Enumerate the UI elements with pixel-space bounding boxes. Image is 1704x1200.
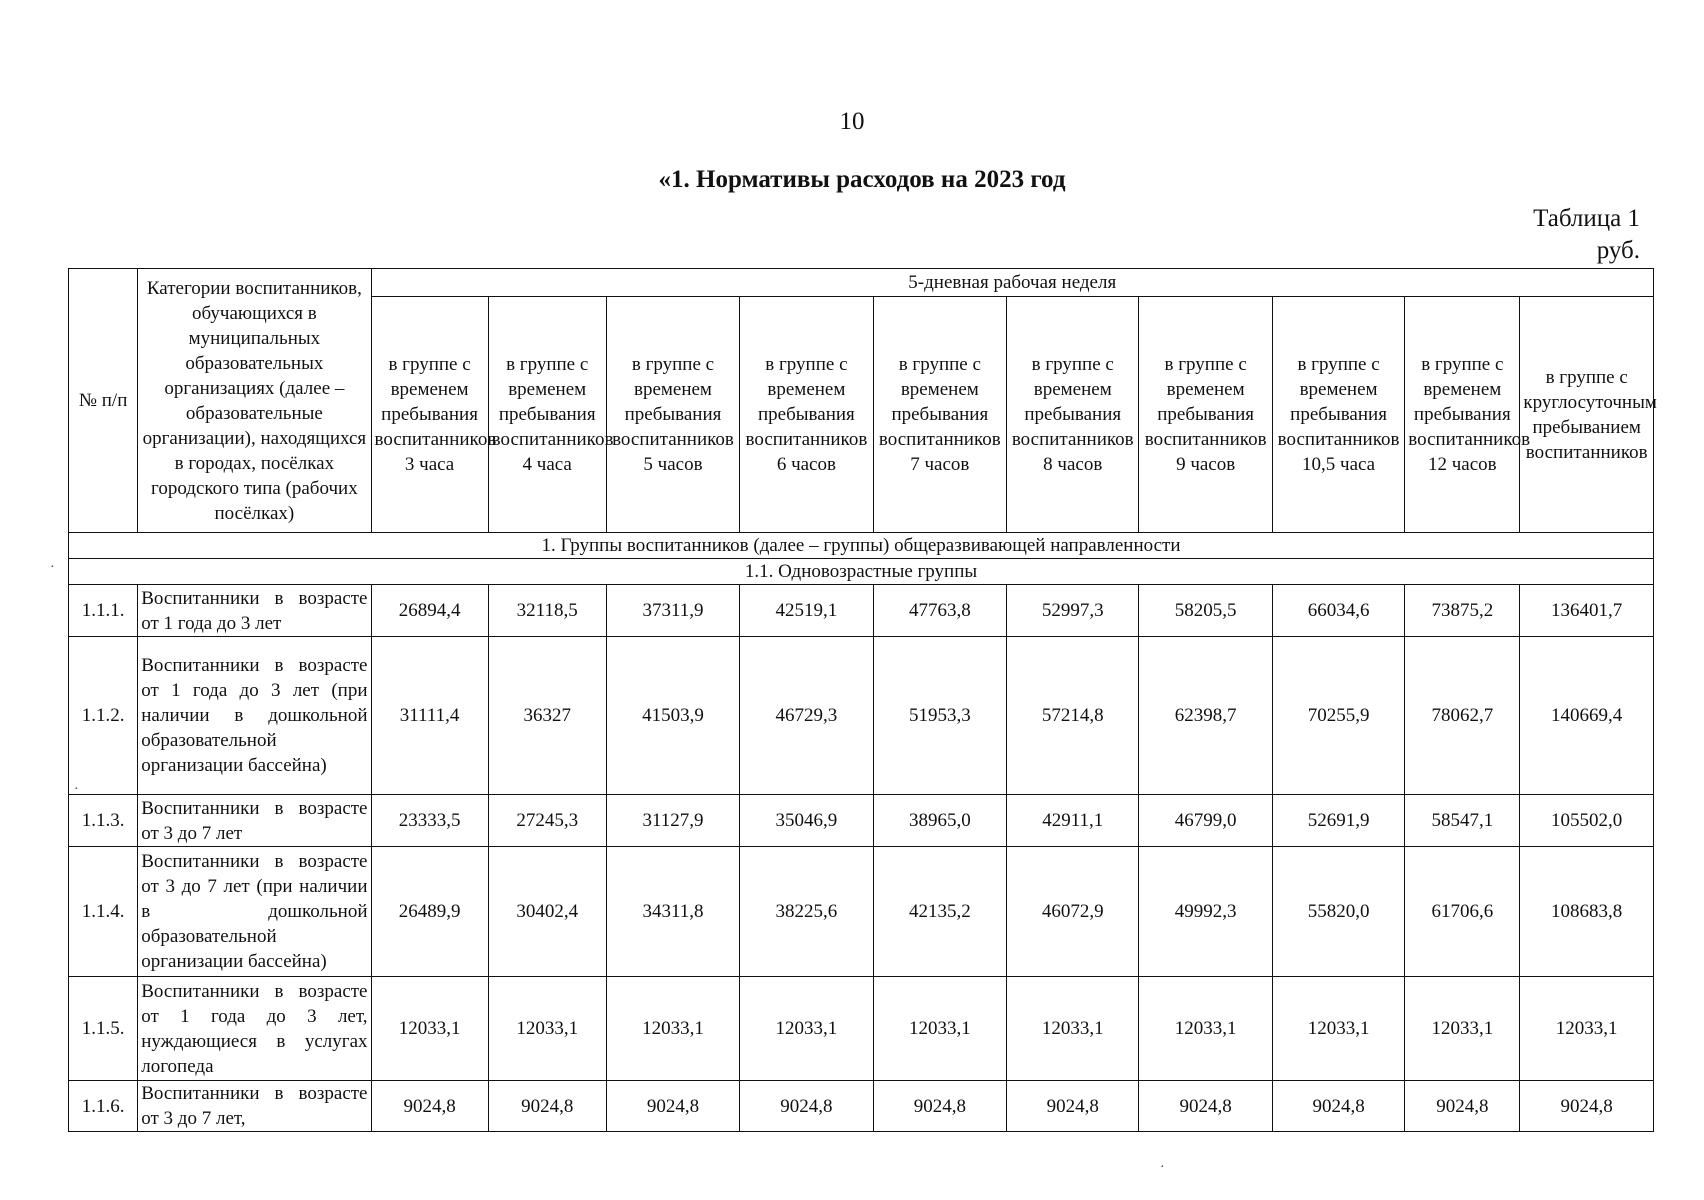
- page-number: 10: [839, 108, 865, 135]
- value-cell: 31111,4: [371, 637, 488, 795]
- row-category: Воспитанники в возрасте от 1 года до 3 лет, нуждающиеся в услугах логопеда: [138, 977, 371, 1081]
- value-cell: 105502,0: [1520, 795, 1654, 847]
- header-num: № п/п: [69, 269, 138, 533]
- value-cell: 32118,5: [488, 585, 606, 637]
- value-cell: 12033,1: [371, 977, 488, 1081]
- header-workweek: 5-дневная рабочая неделя: [371, 269, 1654, 297]
- header-col-10-5h: в группе с временем пребывания воспитанников 10,5 часа: [1272, 297, 1404, 533]
- value-cell: 23333,5: [371, 795, 488, 847]
- unit-label: руб.: [1596, 237, 1640, 264]
- value-cell: 12033,1: [740, 977, 873, 1081]
- value-cell: 42911,1: [1007, 795, 1139, 847]
- table-row: [69, 795, 1654, 847]
- scan-speck: ·: [1160, 1160, 1165, 1175]
- value-cell: 52691,9: [1272, 795, 1404, 847]
- value-cell: 57214,8: [1007, 637, 1139, 795]
- value-cell: 47763,8: [873, 585, 1006, 637]
- header-col-9h: в группе с временем пребывания воспитанников 9 часов: [1139, 297, 1272, 533]
- value-cell: 73875,2: [1405, 585, 1520, 637]
- row-number: 1.1.1.: [69, 585, 138, 637]
- value-cell: 9024,8: [1272, 1081, 1404, 1132]
- row-category: Воспитанники в возрасте от 1 года до 3 лет: [138, 585, 371, 637]
- value-cell: 108683,8: [1520, 847, 1654, 977]
- row-category: Воспитанники в возрасте от 1 года до 3 лет (при наличии в дошкольной образовательной организации бассейна): [138, 637, 371, 795]
- value-cell: 38965,0: [873, 795, 1006, 847]
- value-cell: 35046,9: [740, 795, 873, 847]
- row-category: Воспитанники в возрасте от 3 до 7 лет,: [138, 1081, 371, 1132]
- value-cell: 9024,8: [1007, 1081, 1139, 1132]
- value-cell: 58547,1: [1405, 795, 1520, 847]
- value-cell: 9024,8: [1139, 1081, 1272, 1132]
- value-cell: 12033,1: [1520, 977, 1654, 1081]
- row-number: 1.1.4.: [69, 847, 138, 977]
- value-cell: 9024,8: [606, 1081, 739, 1132]
- value-cell: 46799,0: [1139, 795, 1272, 847]
- row-category: Воспитанники в возрасте от 3 до 7 лет: [138, 795, 371, 847]
- value-cell: 12033,1: [873, 977, 1006, 1081]
- table-caption: [1533, 203, 1640, 267]
- table-label: Таблица 1: [1533, 205, 1640, 232]
- value-cell: 36327: [488, 637, 606, 795]
- value-cell: 12033,1: [1272, 977, 1404, 1081]
- value-cell: 46072,9: [1007, 847, 1139, 977]
- value-cell: 26894,4: [371, 585, 488, 637]
- value-cell: 42135,2: [873, 847, 1006, 977]
- value-cell: 61706,6: [1405, 847, 1520, 977]
- value-cell: 12033,1: [1405, 977, 1520, 1081]
- value-cell: 9024,8: [488, 1081, 606, 1132]
- value-cell: 140669,4: [1520, 637, 1654, 795]
- row-number: 1.1.3.: [69, 795, 138, 847]
- value-cell: 9024,8: [371, 1081, 488, 1132]
- norms-table: [68, 268, 1657, 1132]
- header-col-7h: в группе с временем пребывания воспитанников 7 часов: [873, 297, 1006, 533]
- scan-speck: ·: [74, 782, 79, 797]
- value-cell: 30402,4: [488, 847, 606, 977]
- section-heading: 1. Группы воспитанников (далее – группы) общеразвивающей направленности: [69, 533, 1654, 559]
- value-cell: 9024,8: [1405, 1081, 1520, 1132]
- value-cell: 51953,3: [873, 637, 1006, 795]
- row-number: 1.1.2.: [69, 637, 138, 795]
- value-cell: 62398,7: [1139, 637, 1272, 795]
- value-cell: 27245,3: [488, 795, 606, 847]
- value-cell: 78062,7: [1405, 637, 1520, 795]
- value-cell: 41503,9: [606, 637, 739, 795]
- value-cell: 9024,8: [873, 1081, 1006, 1132]
- header-col-4h: в группе с временем пребывания воспитанников 4 часа: [488, 297, 606, 533]
- value-cell: 42519,1: [740, 585, 873, 637]
- header-col-5h: в группе с временем пребывания воспитанников 5 часов: [606, 297, 739, 533]
- value-cell: 46729,3: [740, 637, 873, 795]
- header-col-24h: в группе с круглосуточным пребыванием воспитанников: [1520, 297, 1654, 533]
- document-title: «1. Нормативы расходов на 2023 год: [658, 166, 1066, 193]
- value-cell: 9024,8: [740, 1081, 873, 1132]
- row-number: 1.1.6.: [69, 1081, 138, 1132]
- value-cell: 70255,9: [1272, 637, 1404, 795]
- value-cell: 12033,1: [488, 977, 606, 1081]
- header-col-3h: в группе с временем пребывания воспитанников 3 часа: [371, 297, 488, 533]
- table-row: [69, 585, 1654, 637]
- header-col-8h: в группе с временем пребывания воспитанников 8 часов: [1007, 297, 1139, 533]
- header-col-12h: в группе с временем пребывания воспитанников 12 часов: [1405, 297, 1520, 533]
- value-cell: 49992,3: [1139, 847, 1272, 977]
- row-category: Воспитанники в возрасте от 3 до 7 лет (при наличии в дошкольной образовательной организации бассейна): [138, 847, 371, 977]
- value-cell: 55820,0: [1272, 847, 1404, 977]
- table-row: [69, 1081, 1654, 1132]
- value-cell: 31127,9: [606, 795, 739, 847]
- value-cell: 34311,8: [606, 847, 739, 977]
- value-cell: 12033,1: [606, 977, 739, 1081]
- value-cell: 136401,7: [1520, 585, 1654, 637]
- value-cell: 37311,9: [606, 585, 739, 637]
- value-cell: 58205,5: [1139, 585, 1272, 637]
- value-cell: 12033,1: [1007, 977, 1139, 1081]
- scan-speck: ·: [50, 560, 55, 575]
- value-cell: 38225,6: [740, 847, 873, 977]
- header-col-6h: в группе с временем пребывания воспитанников 6 часов: [740, 297, 873, 533]
- value-cell: 26489,9: [371, 847, 488, 977]
- value-cell: 9024,8: [1520, 1081, 1654, 1132]
- value-cell: 52997,3: [1007, 585, 1139, 637]
- table-row: [69, 637, 1654, 795]
- value-cell: 66034,6: [1272, 585, 1404, 637]
- table-row: [69, 847, 1654, 977]
- subsection-heading: 1.1. Одновозрастные группы: [69, 559, 1654, 585]
- row-number: 1.1.5.: [69, 977, 138, 1081]
- value-cell: 12033,1: [1139, 977, 1272, 1081]
- header-category: Категории воспитанников, обучающихся в муниципальных образовательных организациях (далее – образовательные организации), находящихся в городах, посёлках городского типа (рабочих посёлках): [138, 269, 371, 533]
- table-row: [69, 977, 1654, 1081]
